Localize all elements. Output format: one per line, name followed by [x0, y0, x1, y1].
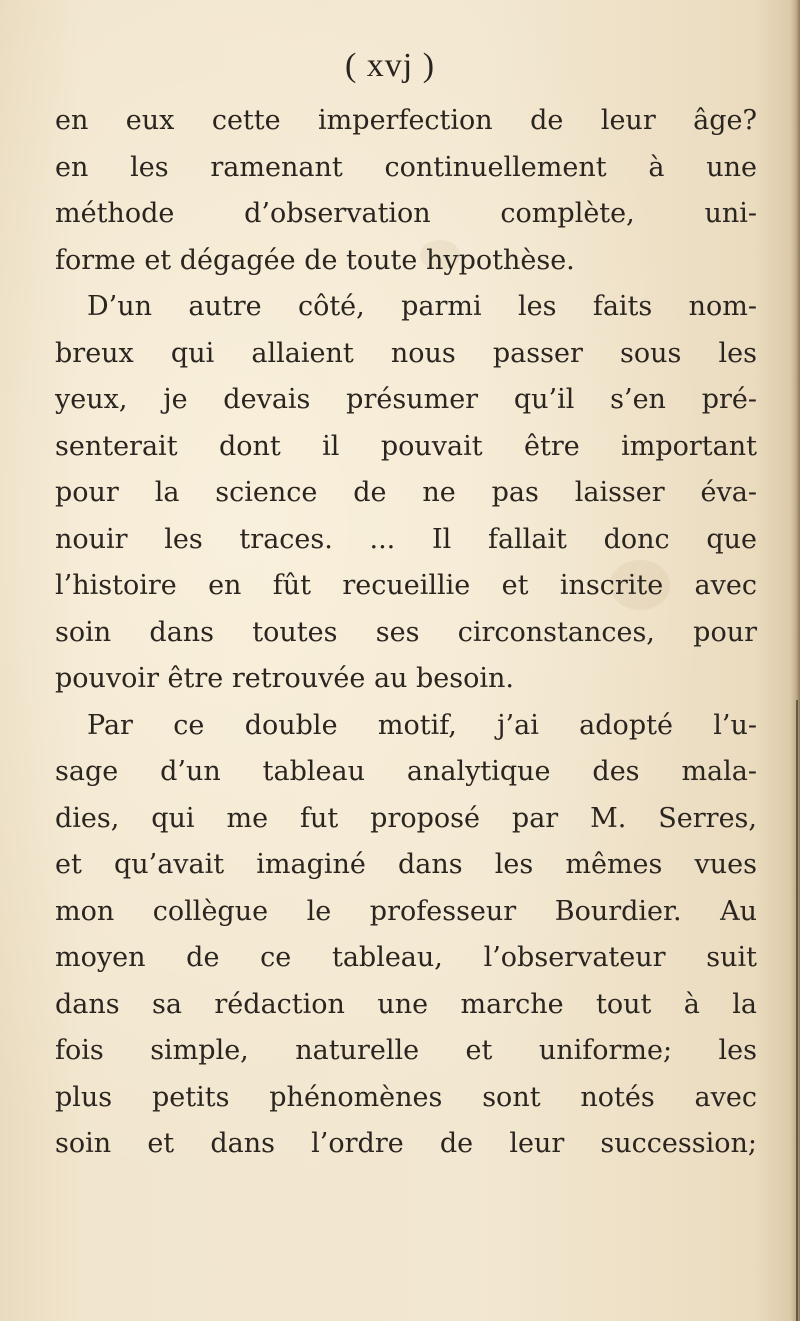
text-line: plus petits phénomènes sont notés avec	[55, 1081, 757, 1113]
paragraph-start-line: D’un autre côté, parmi les faits nom-	[87, 291, 757, 322]
text-line: nouir les traces. ... Il fallait donc que	[55, 523, 757, 555]
page-number: ( xvj )	[344, 47, 436, 84]
text-line: fois simple, naturelle et uniforme; les	[55, 1035, 757, 1066]
text-line: moyen de ce tableau, l’observateur suit	[55, 942, 757, 973]
text-line: yeux, je devais présumer qu’il s’en pré-	[55, 384, 757, 415]
text-line: mon collègue le professeur Bourdier. Au	[55, 895, 757, 927]
text-line: soin dans toutes ses circonstances, pour	[55, 616, 757, 648]
text-line: pour la science de ne pas laisser éva-	[55, 477, 757, 508]
text-line: et qu’avait imaginé dans les mêmes vues	[55, 849, 757, 880]
text-line: senterait dont il pouvait être important	[55, 430, 757, 462]
text-line: sage d’un tableau analytique des mala-	[55, 756, 757, 787]
page-edge-shadow	[790, 0, 800, 1321]
paragraph-start-line: Par ce double motif, j’ai adopté l’u-	[87, 709, 757, 741]
text-line: l’histoire en fût recueillie et inscrite avec	[55, 570, 757, 601]
page-edge-line	[796, 700, 798, 1321]
text-line: breux qui allaient nous passer sous les	[55, 337, 757, 369]
text-line: pouvoir être retrouvée au besoin.	[55, 663, 514, 694]
text-line: soin et dans l’ordre de leur succession;	[55, 1128, 757, 1159]
text-line: en les ramenant continuellement à une	[55, 151, 757, 183]
text-line: en eux cette imperfection de leur âge?	[55, 105, 757, 136]
body-text	[55, 98, 757, 1168]
text-line: méthode d’observation complète, uni-	[55, 198, 757, 229]
text-line: dans sa rédaction une marche tout à la	[55, 988, 757, 1020]
text-line: dies, qui me fut proposé par M. Serres,	[55, 802, 757, 834]
text-line: forme et dégagée de toute hypothèse.	[55, 244, 575, 276]
